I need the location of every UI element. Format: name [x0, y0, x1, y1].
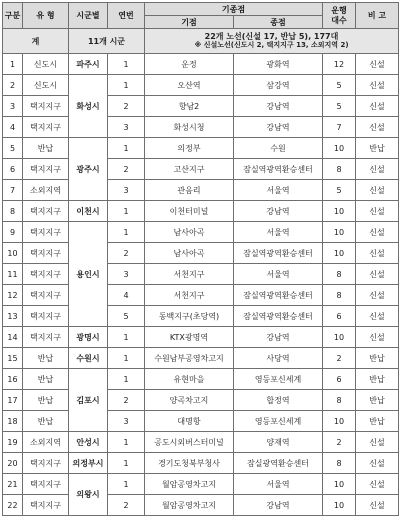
table-row [3, 285, 399, 306]
cell-dest: 강남역 [234, 96, 323, 117]
table-row [3, 222, 399, 243]
cell-origin: 월암공영차고지 [145, 495, 234, 516]
table-row [3, 159, 399, 180]
header-type: 유 형 [23, 3, 69, 29]
cell-buses: 6 [323, 306, 356, 327]
cell-origin: 남사아곡 [145, 243, 234, 264]
cell-note: 신설 [356, 75, 399, 96]
cell-type: 택지지구 [23, 474, 69, 495]
summary-sigun: 11개 시군 [69, 29, 145, 54]
table-row [3, 327, 399, 348]
cell-origin: 유현마을 [145, 369, 234, 390]
cell-buses: 10 [323, 243, 356, 264]
cell-origin: 동백지구(초당역) [145, 306, 234, 327]
cell-origin: 월암공영차고지 [145, 474, 234, 495]
cell-no: 13 [3, 306, 23, 327]
cell-dest: 잠실광역환승센터 [234, 453, 323, 474]
cell-dest: 잠실역광역환승센터 [234, 285, 323, 306]
cell-dest: 영등포신세계 [234, 411, 323, 432]
cell-origin: 이천터미널 [145, 201, 234, 222]
cell-dest: 사당역 [234, 348, 323, 369]
cell-note: 신설 [356, 96, 399, 117]
cell-sigun: 광주시 [69, 138, 108, 201]
cell-sigun: 안성시 [69, 432, 108, 453]
cell-buses: 10 [323, 327, 356, 348]
cell-sigun: 광명시 [69, 327, 108, 348]
cell-no: 9 [3, 222, 23, 243]
cell-line: 2 [108, 243, 145, 264]
cell-note: 반납 [356, 390, 399, 411]
table-row [3, 264, 399, 285]
cell-origin: 의정부 [145, 138, 234, 159]
cell-buses: 7 [323, 117, 356, 138]
cell-line: 1 [108, 327, 145, 348]
cell-note: 신설 [356, 159, 399, 180]
table-row [3, 369, 399, 390]
cell-dest: 잠실역광역환승센터 [234, 243, 323, 264]
cell-line: 3 [108, 411, 145, 432]
cell-buses: 6 [323, 369, 356, 390]
summary-row [3, 29, 399, 54]
cell-note: 신설 [356, 474, 399, 495]
cell-type: 택지지구 [23, 117, 69, 138]
summary-notes-line2: ※ 신설노선(신도시 2, 택지지구 13, 소외지역 2) [194, 41, 349, 49]
route-table [2, 2, 399, 516]
cell-line: 1 [108, 474, 145, 495]
cell-note: 신설 [356, 327, 399, 348]
cell-origin: 대명항 [145, 411, 234, 432]
cell-origin: 고산지구 [145, 159, 234, 180]
cell-no: 14 [3, 327, 23, 348]
cell-type: 반납 [23, 138, 69, 159]
table-row [3, 348, 399, 369]
route-rows [3, 54, 399, 516]
cell-note: 신설 [356, 432, 399, 453]
table-row [3, 474, 399, 495]
cell-origin: 관음리 [145, 180, 234, 201]
cell-no: 3 [3, 96, 23, 117]
cell-note: 반납 [356, 411, 399, 432]
cell-line: 1 [108, 348, 145, 369]
cell-type: 소외지역 [23, 180, 69, 201]
cell-buses: 10 [323, 495, 356, 516]
cell-line: 1 [108, 54, 145, 75]
cell-note: 신설 [356, 54, 399, 75]
header-line: 연번 [108, 3, 145, 29]
cell-buses: 10 [323, 474, 356, 495]
cell-dest: 잠실역광역환승센터 [234, 306, 323, 327]
cell-buses: 10 [323, 222, 356, 243]
cell-type: 반납 [23, 348, 69, 369]
cell-line: 2 [108, 96, 145, 117]
cell-line: 3 [108, 117, 145, 138]
cell-type: 택지지구 [23, 159, 69, 180]
cell-buses: 10 [323, 138, 356, 159]
table-row [3, 411, 399, 432]
cell-no: 15 [3, 348, 23, 369]
cell-dest: 강남역 [234, 327, 323, 348]
cell-no: 17 [3, 390, 23, 411]
cell-origin: 운정 [145, 54, 234, 75]
cell-buses: 10 [323, 411, 356, 432]
cell-buses: 2 [323, 432, 356, 453]
cell-sigun: 의정부시 [69, 453, 108, 474]
cell-dest: 서울역 [234, 264, 323, 285]
cell-note: 반납 [356, 348, 399, 369]
cell-line: 4 [108, 285, 145, 306]
summary-notes-line1: 22개 노선(신설 17, 반납 5), 177대 [204, 32, 339, 41]
header-buses: 운행 대수 [323, 3, 356, 29]
cell-no: 2 [3, 75, 23, 96]
cell-line: 3 [108, 264, 145, 285]
table-row [3, 201, 399, 222]
cell-no: 7 [3, 180, 23, 201]
cell-dest: 강남역 [234, 117, 323, 138]
cell-type: 소외지역 [23, 432, 69, 453]
table-row [3, 117, 399, 138]
cell-buses: 8 [323, 159, 356, 180]
cell-type: 택지지구 [23, 285, 69, 306]
cell-dest: 양재역 [234, 432, 323, 453]
cell-dest: 합정역 [234, 390, 323, 411]
cell-note: 신설 [356, 243, 399, 264]
cell-dest: 영등포신세계 [234, 369, 323, 390]
cell-buses: 8 [323, 285, 356, 306]
cell-no: 16 [3, 369, 23, 390]
cell-no: 6 [3, 159, 23, 180]
header-dest: 종점 [234, 16, 323, 29]
cell-origin: 향남2 [145, 96, 234, 117]
header-sigun: 시군별 [69, 3, 108, 29]
summary-notes [145, 29, 399, 54]
cell-origin: 남사아곡 [145, 222, 234, 243]
cell-dest: 수원 [234, 138, 323, 159]
cell-note: 반납 [356, 138, 399, 159]
cell-dest: 서울역 [234, 180, 323, 201]
cell-origin: KTX광명역 [145, 327, 234, 348]
cell-type: 신도시 [23, 75, 69, 96]
cell-note: 신설 [356, 495, 399, 516]
cell-no: 4 [3, 117, 23, 138]
cell-note: 신설 [356, 453, 399, 474]
cell-no: 12 [3, 285, 23, 306]
cell-sigun: 용인시 [69, 222, 108, 327]
cell-type: 택지지구 [23, 264, 69, 285]
cell-no: 22 [3, 495, 23, 516]
table-row [3, 138, 399, 159]
cell-origin: 오산역 [145, 75, 234, 96]
cell-sigun: 파주시 [69, 54, 108, 75]
cell-note: 신설 [356, 264, 399, 285]
table-row [3, 180, 399, 201]
cell-type: 택지지구 [23, 495, 69, 516]
header-note: 비 고 [356, 3, 399, 29]
cell-line: 3 [108, 180, 145, 201]
cell-no: 5 [3, 138, 23, 159]
cell-no: 19 [3, 432, 23, 453]
cell-dest: 광화역 [234, 54, 323, 75]
cell-origin: 수원남부공영차고지 [145, 348, 234, 369]
cell-buses: 8 [323, 453, 356, 474]
cell-dest: 강남역 [234, 201, 323, 222]
cell-sigun: 의왕시 [69, 474, 108, 516]
cell-type: 택지지구 [23, 327, 69, 348]
cell-type: 반납 [23, 390, 69, 411]
header-origin: 기점 [145, 16, 234, 29]
cell-dest: 서울역 [234, 474, 323, 495]
cell-type: 신도시 [23, 54, 69, 75]
cell-buses: 8 [323, 264, 356, 285]
cell-sigun: 김포시 [69, 369, 108, 432]
cell-line: 1 [108, 75, 145, 96]
cell-type: 택지지구 [23, 222, 69, 243]
cell-dest: 강남역 [234, 495, 323, 516]
cell-type: 택지지구 [23, 201, 69, 222]
cell-no: 8 [3, 201, 23, 222]
cell-type: 택지지구 [23, 96, 69, 117]
cell-buses: 5 [323, 180, 356, 201]
table-row [3, 432, 399, 453]
cell-line: 1 [108, 201, 145, 222]
table-row [3, 243, 399, 264]
cell-line: 1 [108, 138, 145, 159]
cell-buses: 12 [323, 54, 356, 75]
cell-line: 1 [108, 453, 145, 474]
cell-dest: 삼강역 [234, 75, 323, 96]
cell-origin: 공도시외버스터미널 [145, 432, 234, 453]
cell-origin: 서천지구 [145, 264, 234, 285]
table-row [3, 390, 399, 411]
table-row [3, 453, 399, 474]
cell-note: 신설 [356, 117, 399, 138]
table-row [3, 96, 399, 117]
table-row [3, 75, 399, 96]
cell-note: 신설 [356, 222, 399, 243]
cell-origin: 양곡차고지 [145, 390, 234, 411]
cell-line: 5 [108, 306, 145, 327]
table-row [3, 495, 399, 516]
cell-note: 신설 [356, 201, 399, 222]
cell-type: 택지지구 [23, 453, 69, 474]
cell-buses: 5 [323, 96, 356, 117]
cell-line: 1 [108, 222, 145, 243]
cell-origin: 서천지구 [145, 285, 234, 306]
cell-dest: 잠실역광역환승센터 [234, 159, 323, 180]
cell-no: 20 [3, 453, 23, 474]
cell-type: 택지지구 [23, 243, 69, 264]
header-no: 구분 [3, 3, 23, 29]
cell-line: 2 [108, 390, 145, 411]
cell-type: 택지지구 [23, 306, 69, 327]
cell-no: 18 [3, 411, 23, 432]
table-row [3, 54, 399, 75]
cell-note: 신설 [356, 180, 399, 201]
cell-buses: 10 [323, 201, 356, 222]
cell-note: 신설 [356, 306, 399, 327]
cell-origin: 화성시청 [145, 117, 234, 138]
cell-dest: 서울역 [234, 222, 323, 243]
cell-no: 10 [3, 243, 23, 264]
cell-buses: 8 [323, 390, 356, 411]
header-endpoints: 기종점 [145, 3, 323, 16]
cell-sigun: 화성시 [69, 75, 108, 138]
cell-no: 1 [3, 54, 23, 75]
cell-line: 1 [108, 432, 145, 453]
cell-buses: 5 [323, 75, 356, 96]
cell-no: 21 [3, 474, 23, 495]
cell-buses: 2 [323, 348, 356, 369]
cell-origin: 경기도청북부청사 [145, 453, 234, 474]
cell-note: 신설 [356, 285, 399, 306]
cell-line: 2 [108, 159, 145, 180]
cell-sigun: 수원시 [69, 348, 108, 369]
cell-no: 11 [3, 264, 23, 285]
summary-label: 계 [3, 29, 69, 54]
cell-line: 1 [108, 369, 145, 390]
table-row [3, 306, 399, 327]
cell-note: 반납 [356, 369, 399, 390]
cell-line: 2 [108, 495, 145, 516]
cell-sigun: 이천시 [69, 201, 108, 222]
cell-type: 반납 [23, 369, 69, 390]
cell-type: 반납 [23, 411, 69, 432]
